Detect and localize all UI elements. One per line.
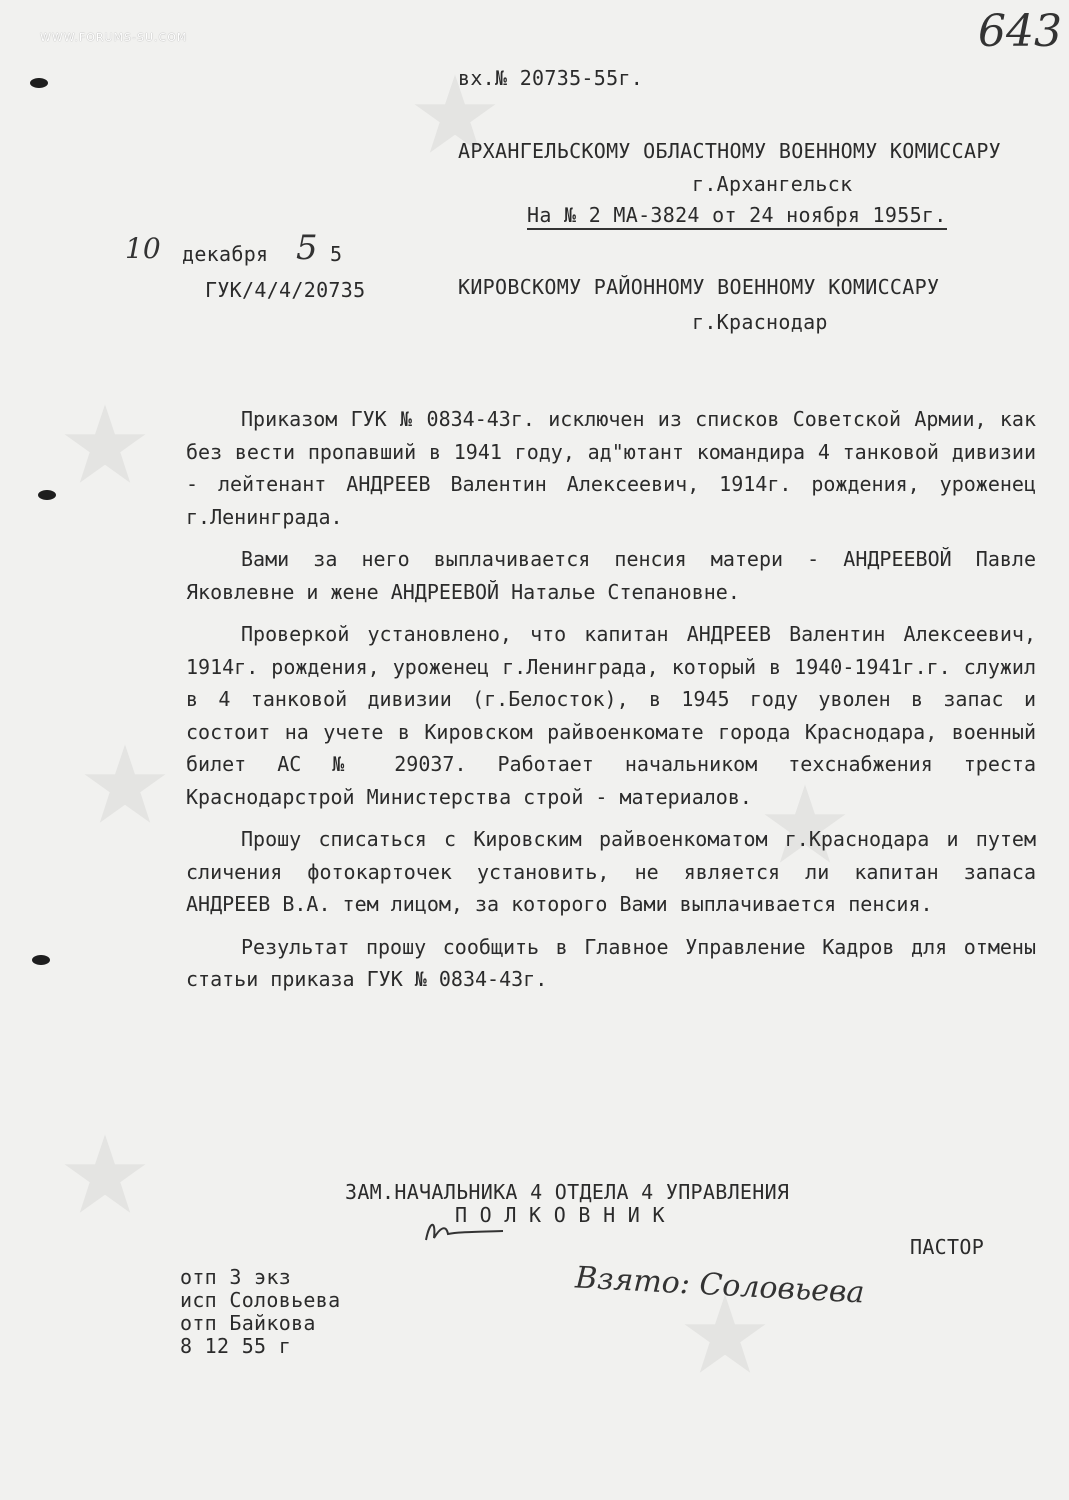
date-month: декабря xyxy=(182,242,269,266)
signatory-position: ЗАМ.НАЧАЛЬНИКА 4 ОТДЕЛА 4 УПРАВЛЕНИЯ xyxy=(345,1180,790,1204)
letter-body xyxy=(186,403,1036,1006)
background-stamp-icon xyxy=(60,1130,150,1220)
page-number: 643 xyxy=(978,6,1062,57)
paragraph: Вами за него выплачивается пенсия матери - АНДРЕЕВОЙ Павле Яковлевне и жене АНДРЕЕВОЙ Наталье Степановне. xyxy=(186,547,1036,604)
initials-scribble xyxy=(418,1210,508,1250)
paragraph: Проверкой установлено, что капитан АНДРЕЕВ Валентин Алексеевич, 1914г. рождения, уроженец г.Ленинграда, который в 1940-1941г.г. служил в 4 танковой дивизии (г.Белосток), в 1945 году уволен в запас и состоит на учете в Кировском райвоенкомате города Краснодара, военный билет АС № 29037. Работает начальником техснабжения треста Краснодарстрой Министерства строй - материалов. xyxy=(186,622,1036,809)
background-stamp-icon xyxy=(80,740,170,830)
punch-hole xyxy=(32,955,50,965)
footer-copies: отп 3 экз xyxy=(180,1265,292,1289)
addressee1-city: г.Архангельск xyxy=(692,172,853,196)
addressee2-title: КИРОВСКОМУ РАЙОННОМУ ВОЕННОМУ КОМИССАРУ xyxy=(458,275,940,299)
footer-executor: исп Соловьева xyxy=(180,1288,341,1312)
punch-hole xyxy=(30,78,48,88)
addressee1-title: АРХАНГЕЛЬСКОМУ ОБЛАСТНОМУ ВОЕННОМУ КОМИССАРУ xyxy=(458,139,1002,163)
date-year-handwritten: 5 xyxy=(296,228,318,268)
handwritten-note: Взято: Соловьева xyxy=(574,1260,866,1311)
paragraph: Результат прошу сообщить в Главное Управление Кадров для отмены статьи приказа ГУК № 0834-43г. xyxy=(186,934,1036,991)
background-stamp-icon xyxy=(60,400,150,490)
signatory-rank: П О Л К О В Н И К xyxy=(455,1203,665,1227)
footer-typist: отп Байкова xyxy=(180,1311,316,1335)
date-year-typed: 5 xyxy=(330,242,343,266)
punch-hole xyxy=(38,490,56,500)
signatory-name: ПАСТОР xyxy=(910,1235,985,1259)
date-day: 10 xyxy=(125,232,161,265)
footer-date: 8 12 55 г xyxy=(180,1334,292,1358)
incoming-number: вх.№ 20735-55г. xyxy=(458,66,644,90)
paragraph: Прошу списаться с Кировским райвоенкоматом г.Краснодара и путем сличения фотокарточек установить, не является ли капитан запаса АНДРЕЕВ В.А. тем лицом, за которого Вами выплачивается пенсия. xyxy=(186,827,1036,916)
addressee2-city: г.Краснодар xyxy=(692,310,828,334)
reference-number: На № 2 МА-3824 от 24 ноября 1955г. xyxy=(527,203,947,230)
paragraph: Приказом ГУК № 0834-43г. исключен из списков Советской Армии, как без вести пропавший в 1941 году, ад"ютант командира 4 танковой дивизии - лейтенант АНДРЕЕВ Валентин Алексеевич, 1914г. рождения, уроженец г.Ленинграда. xyxy=(186,407,1036,529)
document-number: ГУК/4/4/20735 xyxy=(205,278,366,302)
watermark: WWW.FORUMS-SU.COM xyxy=(40,31,188,44)
